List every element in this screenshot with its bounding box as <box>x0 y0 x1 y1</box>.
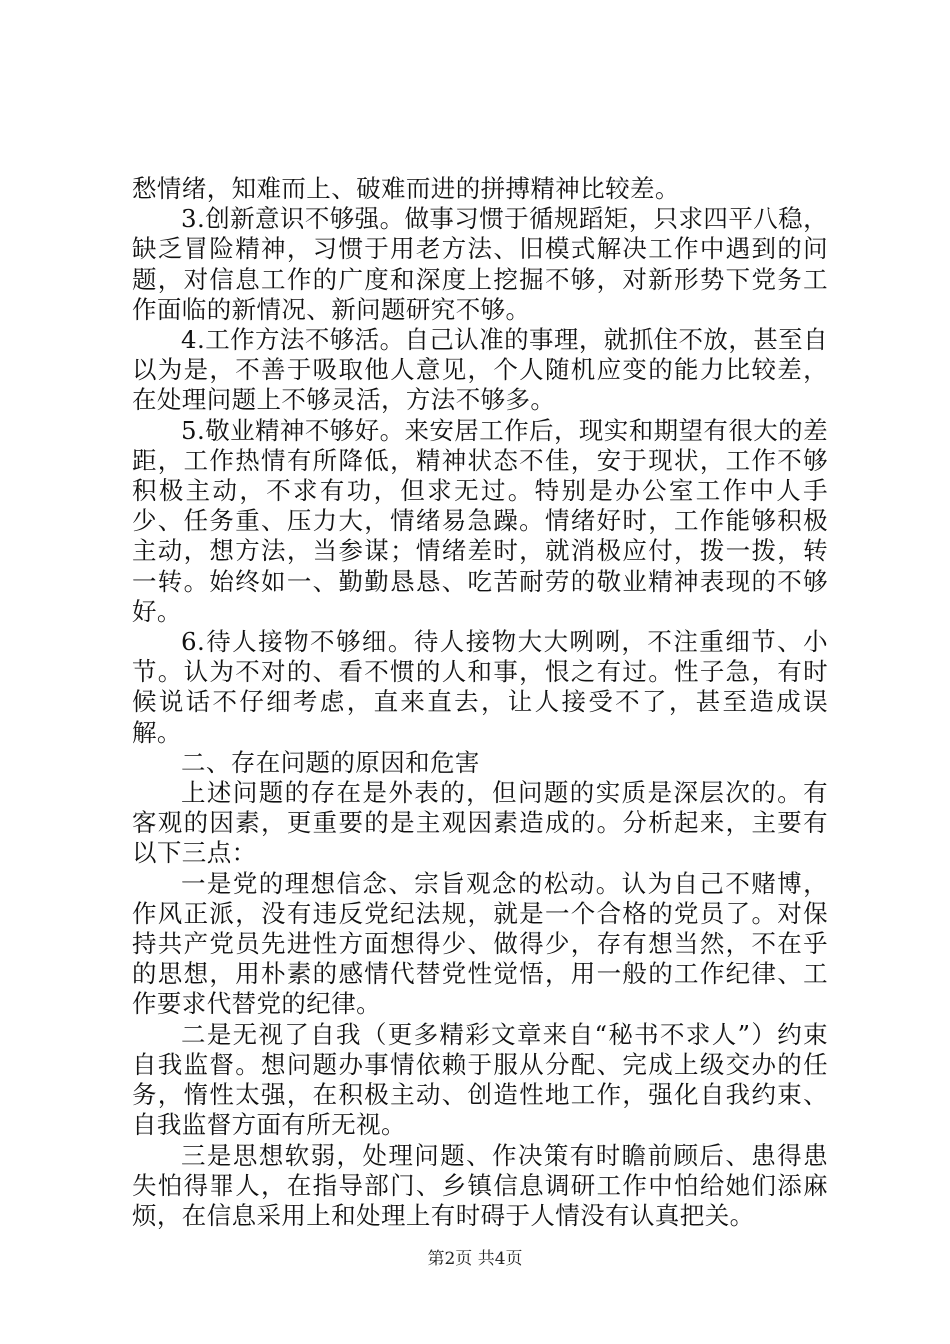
paragraph-item-3: 3.创新意识不够强。做事习惯于循规蹈矩，只求四平八稳，缺乏冒险精神，习惯于用老方法、旧模式解决工作中遇到的问题，对信息工作的广度和深度上挖掘不够，对新形势下党务工作面临的新情况、新问题研究不够。 <box>132 204 828 324</box>
paragraph-item-6: 6.待人接物不够细。待人接物大大咧咧，不注重细节、小节。认为不对的、看不惯的人和事，恨之有过。性子急，有时候说话不仔细考虑，直来直去，让人接受不了，甚至造成误解。 <box>132 627 828 747</box>
document-body <box>132 174 828 1231</box>
paragraph-point-2: 二是无视了自我（更多精彩文章来自“秘书不求人”）约束自我监督。想问题办事情依赖于服从分配、完成上级交办的任务，惰性太强，在积极主动、创造性地工作，强化自我约束、自我监督方面有所无视。 <box>132 1019 828 1140</box>
paragraph-point-1: 一是党的理想信念、宗旨观念的松动。认为自己不赌博，作风正派，没有违反党纪法规，就是一个合格的党员了。对保持共产党员先进性方面想得少、做得少，存有想当然，不在乎的思想，用朴素的感情代替党性觉悟，用一般的工作纪律、工作要求代替党的纪律。 <box>132 868 828 1019</box>
section-heading: 二、存在问题的原因和危害 <box>181 747 480 777</box>
paragraph-intro: 上述问题的存在是外表的，但问题的实质是深层次的。有客观的因素，更重要的是主观因素造成的。分析起来，主要有以下三点： <box>132 778 828 868</box>
page-footer: 第2页 共4页 <box>427 1249 523 1269</box>
paragraph-item-4: 4.工作方法不够活。自己认准的事理，就抓住不放，甚至自以为是，不善于吸取他人意见，个人随机应变的能力比较差，在处理问题上不够灵活，方法不够多。 <box>132 325 828 415</box>
paragraph-item-5: 5.敬业精神不够好。来安居工作后，现实和期望有很大的差距，工作热情有所降低，精神状态不佳，安于现状，工作不够积极主动，不求有功，但求无过。特别是办公室工作中人手少、任务重、压力大，情绪易急躁。情绪好时，工作能够积极主动，想方法，当参谋；情绪差时，就消极应付，拨一拨，转一转。始终如一、勤勤恳恳、吃苦耐劳的敬业精神表现的不够好。 <box>132 415 828 626</box>
paragraph-point-3: 三是思想软弱，处理问题、作决策有时瞻前顾后、患得患失怕得罪人，在指导部门、乡镇信息调研工作中怕给她们添麻烦，在信息采用上和处理上有时碍于人情没有认真把关。 <box>132 1140 828 1230</box>
paragraph-continuation: 愁情绪，知难而上、破难而进的拼搏精神比较差。 <box>132 174 680 203</box>
